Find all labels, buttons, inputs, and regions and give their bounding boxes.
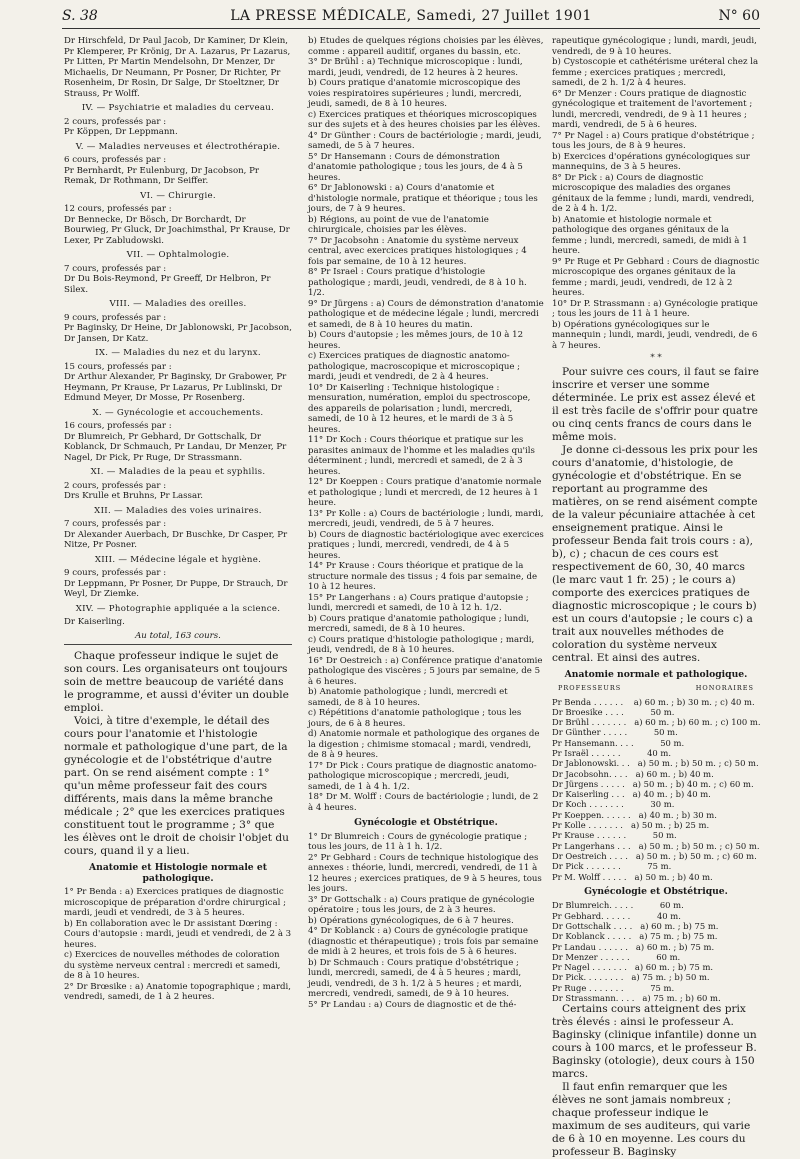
subsection-heading: Anatomie normale et pathologique. [564, 668, 748, 680]
fee-row: Pr M. Wolff . . . . . a) 50 m. ; b) 40 m. [552, 871, 713, 882]
fee-row: Pr Kolle . . . . . . . a) 50 m. ; b) 25 m. [552, 820, 710, 831]
fee-row: Pr Benda . . . . . . a) 60 m. ; b) 30 m. ; c) 40 m. [552, 696, 755, 707]
paragraph: c) Exercices de nouvelles méthodes de coloration du système nerveux central : mercredi et samedi, de 8 à 10 heures. [64, 950, 281, 981]
paragraph: 1° Pr Benda : a) Exercices pratiques de diagnostic microscopique de préparation d'ordre chirurgical ; mardi, jeudi et vendredi, de 3 à 5 heures. [64, 887, 286, 918]
section-heading: IX. — Maladies du nez et du larynx. [95, 348, 261, 358]
body-paragraph: Certains cours atteignent des prix très élevés : ainsi le professeur A. Baginsky (clinique infantile) donne un cours à 100 marcs, et le professeur B. Baginsky (otologie), deux cours à 150 marcs. [552, 1003, 757, 1081]
paragraph: 15 cours, professés par : [64, 361, 172, 372]
paragraph: b) Etudes de quelques régions choisies par les élèves, comme : appareil auditif, organes du bassin, etc. [308, 36, 544, 57]
fee-row: Pr Langerhans . . . a) 50 m. ; b) 50 m. ; c) 50 m. [552, 840, 760, 851]
section-heading: XIV. — Photographie appliquée a la science. [75, 603, 281, 614]
section-heading: V. — Maladies nerveuses et électrothérapie. [75, 141, 281, 152]
paragraph: Dr Blumreich, Pr Gebhard, Dr Gottschalk, Dr Koblanck, Dr Schmauch, Pr Landau, Dr Menzer, Pr Nagel, Dr Pick, Pr Ruge, Dr Strassmann. [64, 431, 287, 463]
paragraph: c) Répétitions d'anatomie pathologique ; tous les jours, de 6 à 8 heures. [308, 708, 522, 729]
paragraph: Pr Baginsky, Dr Heine, Dr Jablonowski, Pr Jacobson, Dr Jansen, Dr Katz. [64, 323, 292, 344]
header-honoraires: HONORAIRES [695, 684, 754, 692]
fee-row: Pr Landau . . . . . . a) 60 m. ; b) 75 m. [552, 941, 715, 952]
paragraph: Dr Kaiserling. [64, 617, 125, 627]
fee-row: Pr Hansemann. . . . 50 m. [552, 737, 685, 748]
body-paragraph: Voici, à titre d'exemple, le détail des cours pour l'anatomie et l'histologie normale et pathologique d'une part, de la gynécologie et de l'obstétrique d'autre part. On se rend aisément compte : 1° qu'un même professeur fait des cours différents, mais dans la même branche médicale ; 2° que les exercices pratiques constituent tout le programme ; 3° que les élèves ont le droit de choisir l'objet du cours, quand il y a lieu. [64, 715, 289, 857]
paragraph: b) Opérations gynécologiques, de 6 à 7 heures. [308, 915, 514, 926]
paragraph: Dr Du Bois-Reymond, Pr Greeff, Dr Helbron, Pr Silex. [64, 274, 271, 295]
fee-row: Dr Pick. . . . . . . . a) 75 m. ; b) 50 m. [552, 972, 710, 983]
fee-row: Dr Brühl . . . . . . . a) 60 m. ; b) 60 m. ; c) 100 m. [552, 717, 761, 728]
table-header [558, 683, 754, 694]
section-heading: XI. — Maladies de la peau et syphilis. [90, 467, 266, 477]
column-middle [308, 36, 544, 1010]
paragraph: 2 cours, professés par : [64, 116, 167, 127]
paragraph: 6° Dr Menzer : Cours pratique de diagnostic gynécologique et traitement de l'avortement ; lundi, mercredi, vendredi, de 9 à 11 heures ; mardi, vendredi, de 5 à 6 heures. [552, 88, 753, 130]
issue-number: N° 60 [718, 8, 760, 24]
paragraph: Dr Alexander Auerbach, Dr Buschke, Dr Casper, Pr Nitze, Pr Posner. [64, 529, 288, 550]
paragraph: 3° Dr Brühl : a) Technique microscopique : lundi, mardi, jeudi, vendredi, de 12 heures à 2 heures. [308, 57, 523, 78]
divider [64, 644, 292, 645]
paragraph: 9° Pr Ruge et Pr Gebhard : Cours de diagnostic microscopique des organes génitaux de la femme ; mardi, jeudi, vendredi, de 12 à 2 heures. [552, 256, 760, 298]
subsection-heading: Gynécologie et Obstétrique. [354, 817, 498, 828]
paragraph: 8° Pr Israel : Cours pratique d'histologie pathologique ; mardi, jeudi, vendredi, de 8 à 10 h. 1/2. [308, 267, 527, 298]
paragraph: d) Anatomie normale et pathologique des organes de la digestion ; chimisme stomacal ; mardi, vendredi, de 8 à 9 heures. [308, 729, 540, 760]
paragraph: 17° Dr Pick : Cours pratique de diagnostic anatomo-pathologique microscopique ; mercredi, jeudi, samedi, de 1 à 4 h. 1/2. [308, 760, 537, 792]
paragraph: b) Régions, au point de vue de l'anatomie chirurgicale, choisies par les élèves. [308, 214, 489, 235]
section-heading: IV. — Psychiatrie et maladies du cerveau. [81, 103, 275, 113]
fee-row: Dr Koblanck . . . . . a) 75 m. ; b) 75 m. [552, 931, 718, 942]
subsection-heading: Anatomie et Histologie normale et pathologique. [89, 862, 267, 884]
column-left [64, 36, 292, 1003]
paragraph: 12° Dr Koeppen : Cours pratique d'anatomie normale et pathologique ; lundi et mercredi, de 12 heures à 1 heure. [308, 477, 542, 508]
paragraph: 5° Pr Landau : a) Cours de diagnostic et de thé- [308, 999, 517, 1010]
paragraph: b) Cours pratique d'anatomie pathologique ; lundi, mercredi, samedi, de 8 à 10 heures. [308, 613, 530, 634]
paragraph: Pr Köppen, Dr Leppmann. [64, 127, 178, 137]
fee-row: Pr Ruge . . . . . . . 75 m. [552, 982, 675, 993]
paragraph: 4° Dr Koblanck : a) Cours de gynécologie pratique (diagnostic et thérapeutique) ; trois fois par semaine de midi à 2 heures, et trois fois de 5 à 6 heures. [308, 926, 539, 957]
section-heading: X. — Gynécologie et accouchements. [92, 407, 264, 418]
masthead-title: LA PRESSE MÉDICALE, Samedi, 27 Juillet 1901 [230, 8, 592, 24]
fee-row: Pr Nagel . . . . . . . a) 60 m. ; b) 75 m. [552, 962, 714, 973]
header-professeurs: PROFESSEURS [558, 684, 622, 692]
paragraph: 7 cours, professés par : [64, 519, 167, 529]
paragraph: 4° Dr Günther : Cours de bactériologie ; mardi, jeudi, samedi, de 5 à 7 heures. [308, 130, 542, 151]
body-paragraph: Pour suivre ces cours, il faut se faire inscrire et verser une somme déterminée. Le prix est assez élevé et il est très facile de s'offrir pour quatre ou cinq cents francs de cours dans le même mois. [552, 365, 759, 443]
paragraph: 13° Pr Kolle : a) Cours de bactériologie ; lundi, mardi, mercredi, jeudi, vendredi, de 5 à 7 heures. [308, 508, 544, 529]
paragraph: b) Cours de diagnostic bactériologique avec exercices pratiques ; lundi, mercredi, vendredi, de 4 à 5 heures. [308, 529, 544, 561]
fee-row: Dr Jablonowski. . . a) 50 m. ; b) 50 m. ; c) 50 m. [552, 758, 759, 769]
section-heading: VII. — Ophtalmologie. [126, 250, 230, 260]
paragraph: b) Anatomie pathologique ; lundi, mercredi et samedi, de 8 à 10 heures. [308, 687, 508, 708]
paragraph: Drs Krulle et Bruhns, Pr Lassar. [64, 491, 203, 501]
section-heading: VIII. — Maladies des oreilles. [109, 299, 247, 309]
paragraph: 2 cours, professés par : [64, 480, 167, 491]
paragraph: 5° Dr Hansemann : Cours de démonstration d'anatomie pathologique ; tous les jours, de 4 à 5 heures. [308, 151, 523, 183]
paragraph: rapeutique gynécologique ; lundi, mardi, jeudi, vendredi, de 9 à 10 heures. [552, 36, 757, 57]
fee-row: Pr Koeppen. . . . . . a) 40 m. ; b) 30 m. [552, 809, 717, 820]
paragraph: Dr Hirschfeld, Dr Paul Jacob, Dr Kaminer, Dr Klein, Pr Klemperer, Pr Krönig, Dr A. Lazarus, Pr Lazarus, Pr Litten, Pr Martin Mendelsohn, Dr Menzer, Dr Michaelis, Dr Neumann, Pr Posner, Dr Richter, Pr Rosenheim, Dr Rosin, Dr Salge, Dr Stoeltzner, Dr Strauss, Pr Wolff. [64, 36, 291, 99]
fee-row: Dr Kaiserling . . . a) 40 m. ; b) 40 m. [552, 789, 711, 800]
fee-row: Dr Jürgens . . . . . a) 50 m. ; b) 40 m. ; c) 60 m. [552, 778, 754, 789]
fee-row: Dr Koch . . . . . . . 30 m. [552, 799, 675, 810]
paragraph: Pr Bernhardt, Pr Eulenburg, Dr Jacobson, Pr Remak, Dr Rothmann, Dr Seiffer. [64, 165, 260, 186]
paragraph: 11° Dr Koch : Cours théorique et pratique sur les parasites animaux de l'homme et les maladies qu'ils déterminent ; lundi, mercredi et samedi, de 2 à 3 heures. [308, 435, 535, 477]
body-paragraph: Chaque professeur indique le sujet de son cours. Les organisateurs ont toujours soin de mettre beaucoup de variété dans le programme, et aussi d'éviter un double emploi. [64, 650, 289, 714]
paragraph: b) Opérations gynécologiques sur le mannequin ; lundi, mardi, jeudi, vendredi, de 6 à 7 heures. [552, 319, 758, 351]
paragraph: 9 cours, professés par : [64, 568, 167, 578]
paragraph: 2° Dr Brœsike : a) Anatomie topographique ; mardi, vendredi, samedi, de 1 à 2 heures. [64, 981, 292, 1002]
paragraph: 2° Pr Gebhard : Cours de technique histologique des annexes : théorie, lundi, mercredi, vendredi, de 11 à 12 heures ; exercices pratiques, de 9 à 5 heures, tous les jours. [308, 852, 542, 894]
page-header [62, 6, 760, 29]
paragraph: 12 cours, professés par : [64, 204, 172, 214]
separator-stars: * * [650, 353, 662, 363]
fee-row: Pr Israël . . . . . . 40 m. [552, 747, 672, 758]
paragraph: b) Cours d'autopsie ; les mêmes jours, de 10 à 12 heures. [308, 330, 524, 351]
fee-row: Dr Menzer . . . . . . 60 m. [552, 951, 681, 962]
fee-row: Dr Pick . . . . . . . 75 m. [552, 861, 672, 872]
paragraph: 10° Dr Kaiserling : Technique histologique : mensuration, numération, emploi du spectroscope, des appareils de polarisation ; lundi, mercredi, samedi, de 10 à 12 heures, et le mardi de 3 à 5 heures. [308, 382, 531, 435]
fee-row: Dr Blumreich. . . . . 60 m. [552, 900, 684, 911]
body-paragraph: Je donne ci-dessous les prix pour les cours d'anatomie, d'histologie, de gynécologie et d'obstétrique. En se reportant au programme des matières, on se rend aisément compte de la valeur pécuniaire attachée à cet enseignement pratique. Ainsi le professeur Benda fait trois cours : a), b), c) ; chacun de ces cours est respectivement de 60, 30, 40 marcs (le marc vaut 1 fr. 25) ; le cours a) comporte des exercices pratiques de diagnostic microscopique ; le cours b) est un cours d'autopsie ; le cours c) a trait aux nouvelles méthodes de coloration du système nerveux central. Et ainsi des autres. [552, 443, 758, 664]
paragraph: c) Exercices pratiques et théoriques microscopiques sur des sujets et à des heures choisies par les élèves. [308, 109, 541, 130]
paragraph: b) Anatomie et histologie normale et pathologique des organes génitaux de la femme ; lundi, mercredi, samedi, de midi à 1 heure. [552, 214, 748, 256]
fee-row: Pr Krause . . . . . . 50 m. [552, 830, 677, 841]
paragraph: Dr Leppmann, Pr Posner, Dr Puppe, Dr Strauch, Dr Weyl, Dr Ziemke. [64, 578, 288, 599]
paragraph: b) En collaboration avec le Dr assistant Dœring : Cours d'autopsie : mardi, jeudi et vendredi, de 2 à 3 heures. [64, 918, 292, 950]
body-paragraph: Il faut enfin remarquer que les élèves ne sont jamais nombreux ; chaque professeur indique le maximum de ses auditeurs, qui varie de 6 à 10 en moyenne. Les cours du professeur B. Baginsky [552, 1081, 751, 1159]
paragraph: Dr Arthur Alexander, Pr Baginsky, Dr Grabower, Pr Heymann, Pr Krause, Pr Lazarus, Pr Lublinski, Dr Edmund Meyer, Dr Mosse, Pr Rosenberg. [64, 372, 287, 403]
paragraph: b) Exercices d'opérations gynécologiques sur mannequins, de 3 à 5 heures. [552, 151, 750, 172]
paragraph: Dr Bennecke, Dr Bösch, Dr Borchardt, Dr Bourwieg, Pr Gluck, Dr Joachimsthal, Pr Krause, Dr Lexer, Pr Zabludowski. [64, 214, 290, 246]
paragraph: 6 cours, professés par : [64, 155, 167, 165]
section-heading: XII. — Maladies des voies urinaires. [94, 505, 262, 516]
paragraph: 15° Pr Langerhans : a) Cours pratique d'autopsie ; lundi, mercredi et samedi, de 10 à 12 h. 1/2. [308, 592, 529, 613]
paragraph: 3° Dr Gottschalk : a) Cours pratique de gynécologie opératoire ; tous les jours, de 2 à 3 heures. [308, 894, 535, 915]
paragraph: 10° Dr P. Strassmann : a) Gynécologie pratique ; tous les jours de 11 à 1 heure. [552, 298, 758, 319]
page-number: S. 38 [62, 8, 98, 24]
paragraph: 18° Dr M. Wolff : Cours de bactériologie ; lundi, de 2 à 4 heures. [308, 792, 539, 813]
section-heading: XIII. — Médecine légale et hygiène. [94, 554, 262, 565]
fee-row: Dr Broesike . . . . 50 m. [552, 706, 675, 717]
paragraph: 7° Pr Nagel : a) Cours pratique d'obstétrique ; tous les jours, de 8 à 9 heures. [552, 130, 755, 151]
fee-row: Dr Gottschalk . . . . a) 60 m. ; b) 75 m. [552, 920, 719, 931]
section-heading: VI. — Chirurgie. [140, 190, 216, 201]
paragraph: 16 cours, professés par : [64, 421, 172, 431]
paragraph: 7° Dr Jacobsohn : Anatomie du système nerveux central, avec exercices pratiques histologiques ; 4 fois par semaine, de 10 à 12 heures. [308, 235, 527, 267]
paragraph: 7 cours, professés par : [64, 263, 167, 274]
paragraph: c) Exercices pratiques de diagnostic anatomo-pathologique, macroscopique et microscopique ; mardi, jeudi et vendredi, de 2 à 4 heures. [308, 351, 521, 382]
paragraph: b) Cystoscopie et cathétérisme uréteral chez la femme ; exercices pratiques ; mercredi, samedi, de 2 h. 1/2 à 4 heures. [552, 57, 759, 88]
total-line: Au total, 163 cours. [135, 630, 221, 641]
fee-row: Dr Günther . . . . . 50 m. [552, 727, 678, 738]
paragraph: 9 cours, professés par : [64, 312, 167, 323]
paragraph: 6° Dr Jablonowski : a) Cours d'anatomie et d'histologie normale, pratique et théorique ; tous les jours, de 7 à 9 heures. [308, 183, 538, 214]
column-right [552, 36, 760, 1159]
paragraph: b) Dr Schmauch : Cours pratique d'obstétrique ; lundi, mercredi, samedi, de 4 à 5 heures ; mardi, jeudi, vendredi, de 3 h. 1/2 à 5 heures ; et mardi, mercredi, vendredi, samedi, de 9 à 10 heures. [308, 957, 522, 999]
fee-row: Dr Jacobsohn. . . . a) 60 m. ; b) 40 m. [552, 768, 714, 779]
paragraph: 9° Dr Jürgens : a) Cours de démonstration d'anatomie pathologique et de médecine légale ; lundi, mercredi et samedi, de 8 à 10 heures du matin. [308, 298, 544, 330]
subsection-heading: Gynécologie et Obstétrique. [584, 885, 728, 897]
paragraph: 8° Dr Pick : a) Cours de diagnostic microscopique des maladies des organes génitaux de la femme ; lundi, mardi, vendredi, de 2 à 4 h. 1/2. [552, 172, 755, 214]
paragraph: 14° Pr Krause : Cours théorique et pratique de la structure normale des tissus ; 4 fois par semaine, de 10 à 12 heures. [308, 561, 538, 592]
fee-row: Pr Gebhard. . . . . . 40 m. [552, 910, 681, 921]
fee-row: Dr Strassmann. . . . a) 75 m. ; b) 60 m. [552, 993, 721, 1004]
paragraph: 1° Dr Blumreich : Cours de gynécologie pratique ; tous les jours, de 11 à 1 h. 1/2. [308, 831, 528, 852]
fee-row: Dr Oestreich . . . . a) 50 m. ; b) 50 m. ; c) 60 m. [552, 850, 757, 861]
paragraph: 16° Dr Oestreich : a) Conférence pratique d'anatomie pathologique des viscères ; 5 jours par semaine, de 5 à 6 heures. [308, 655, 543, 687]
paragraph: b) Cours pratique d'anatomie microscopique des voies respiratoires supérieures ; lundi, mercredi, jeudi, samedi, de 8 à 10 heures. [308, 78, 522, 109]
paragraph: c) Cours pratique d'histologie pathologique ; mardi, jeudi, vendredi, de 8 à 10 heures. [308, 634, 535, 655]
